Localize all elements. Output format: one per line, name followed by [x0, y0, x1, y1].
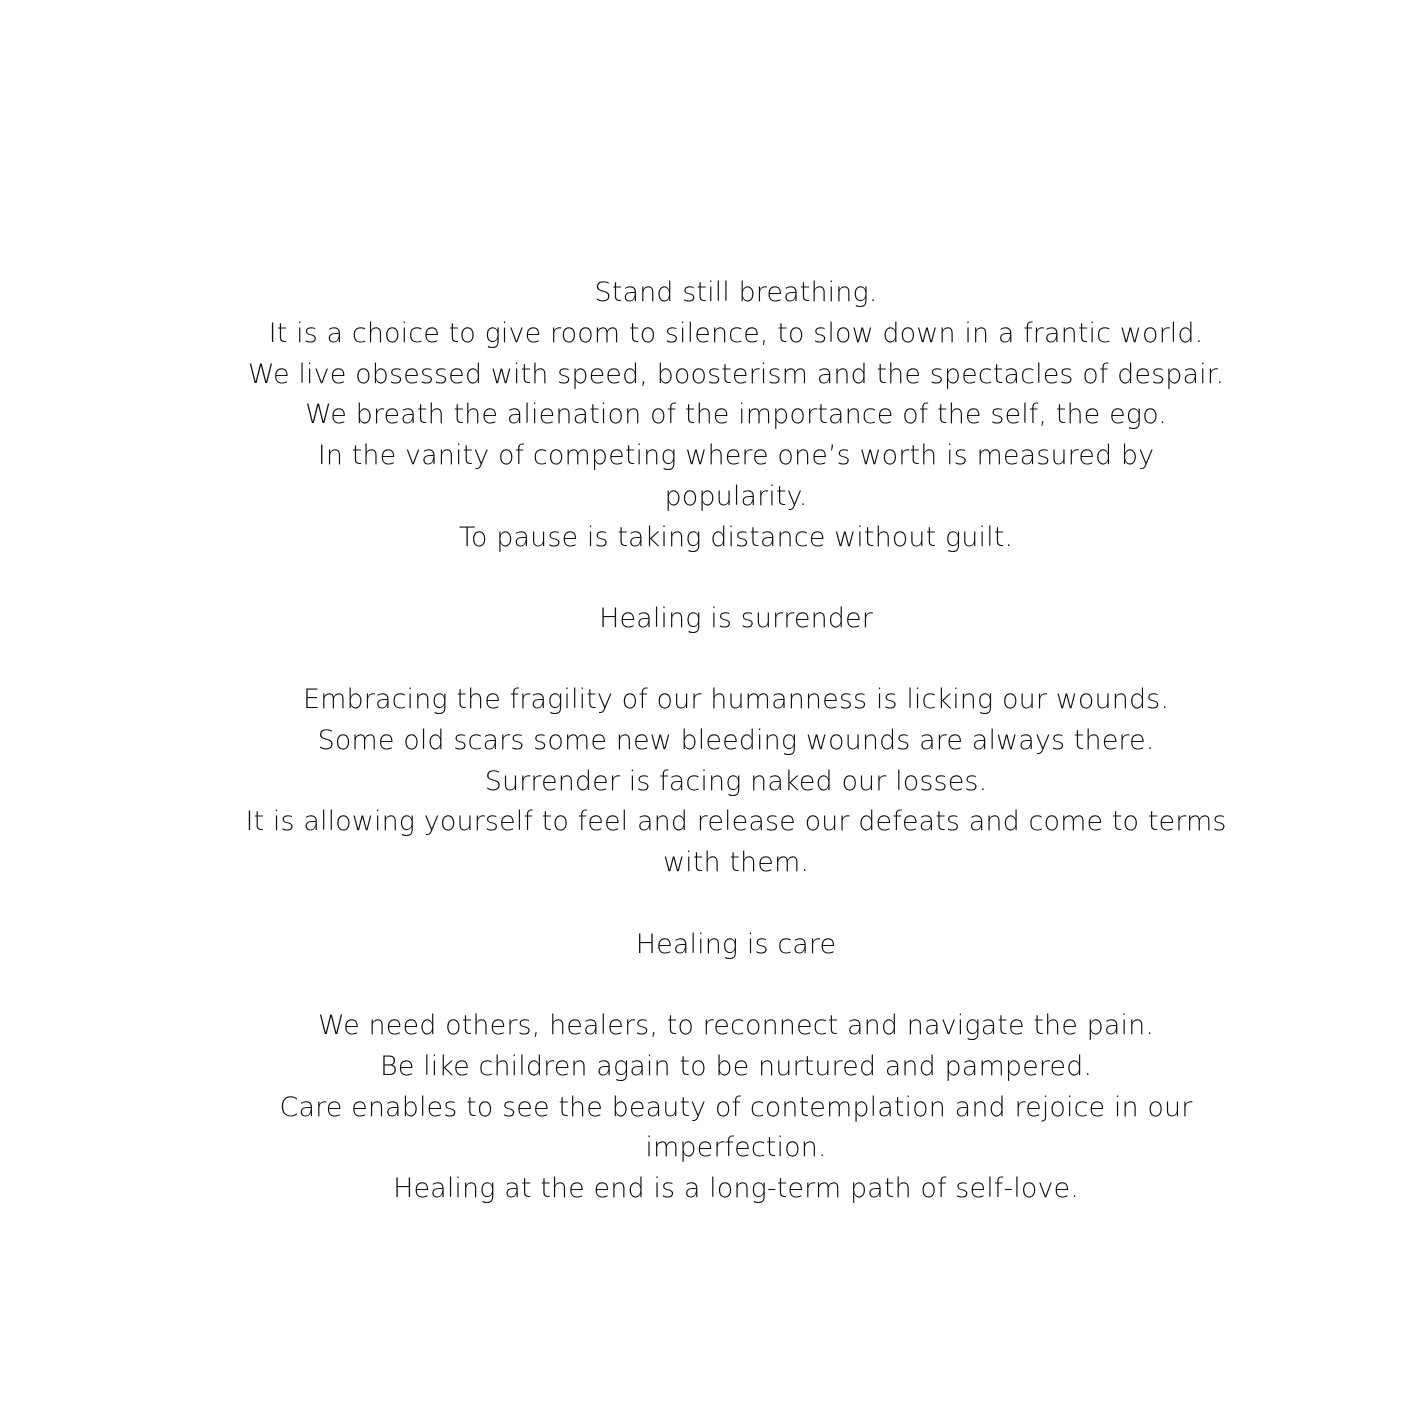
heading-care: Healing is care	[635, 929, 837, 960]
poem-line: We live obsessed with speed, boosterism and the spectacles of despair.	[247, 358, 1225, 390]
poem-line: popularity.	[664, 480, 808, 512]
poem-line: Embracing the fragility of our humanness is licking our wounds.	[302, 684, 1170, 715]
stanza-care	[236, 1006, 1236, 1210]
poem-line: with them.	[662, 847, 810, 879]
poem-line: It is allowing yourself to feel and release our defeats and come to terms	[245, 806, 1227, 838]
poem-line: Some old scars some new bleeding wounds are always there.	[317, 724, 1155, 756]
poem-line: Be like children again to be nurtured and pampered.	[379, 1050, 1093, 1082]
poem-line: We need others, healers, to reconnect and navigate the pain.	[317, 1010, 1155, 1041]
poem-line: imperfection.	[645, 1132, 827, 1164]
poem-line: We breath the alienation of the importance of the self, the ego.	[305, 399, 1167, 431]
poem-line: Surrender is facing naked our losses.	[484, 765, 988, 797]
stanza-surrender	[236, 680, 1236, 884]
poem-line: Care enables to see the beauty of contemplation and rejoice in our	[279, 1091, 1193, 1123]
section-heading-care	[236, 925, 1236, 966]
poem-line: To pause is taking distance without guilt.	[458, 521, 1014, 553]
poem-line: In the vanity of competing where one’s worth is measured by	[317, 440, 1155, 472]
poem-line: Stand still breathing.	[594, 277, 878, 308]
poem-line: It is a choice to give room to silence, to slow down in a frantic world.	[268, 317, 1204, 349]
poem-line: Healing at the end is a long-term path of self-love.	[393, 1173, 1079, 1205]
stanza-breathing	[236, 273, 1236, 559]
section-heading-surrender	[236, 599, 1236, 640]
heading-surrender: Healing is surrender	[599, 603, 873, 634]
